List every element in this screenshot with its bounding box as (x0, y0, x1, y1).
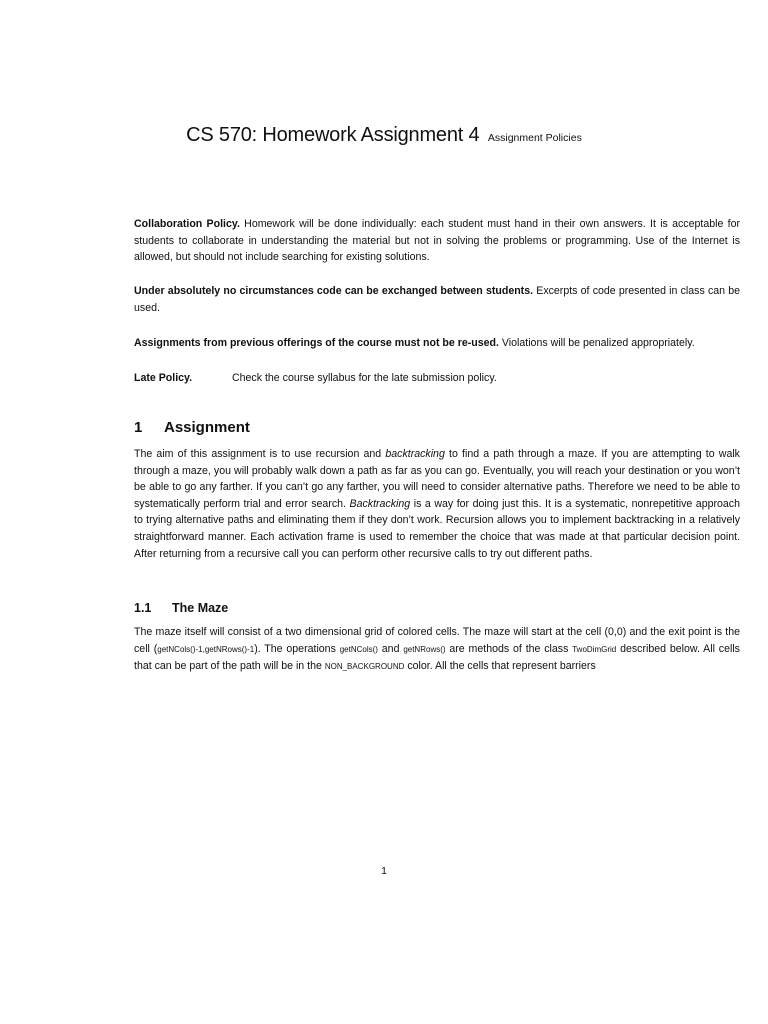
maze-text-3: and (377, 642, 404, 655)
late-policy-label: Late Policy. (134, 372, 193, 384)
assignment-emphasis-1: backtracking (385, 448, 445, 460)
section-title: Assignment (164, 419, 250, 436)
late-policy-text: Check the course syllabus for the late submission policy. (232, 372, 497, 384)
maze-text-6: color. All the cells that represent barriers (404, 660, 596, 673)
collaboration-policy-paragraph (134, 216, 740, 266)
collaboration-policy-text: Homework will be done individually: each student must hand in their own answers. It is acceptable for students to collaborate in understanding the material but not in solving the problems or programming. Use of the Internet is allowed, but should not include searching for existing solutions. (134, 218, 740, 264)
maze-code-getnrows: getNRows() (403, 644, 446, 654)
maze-text-5: described below. All cells that can be part of the path will be in the (134, 642, 740, 673)
maze-code-getncols: getNCols() (339, 644, 378, 654)
maze-code-exit-cell: getNCols()-1,getNRows()-1 (157, 644, 255, 654)
assignment-text-2: to find a path through a maze. If you are attempting to walk through a maze, you will probably walk down a path as far as you can go. Eventually, you will reach your destination or you won’t be able to go any farther. If you can’t go any farther, you will need to consider alternative paths. Therefore we need to be able to systematically perform trial and error search. (134, 448, 740, 510)
maze-code-non-background: NON_BACKGROUND (324, 662, 405, 672)
section-heading-assignment (134, 419, 250, 436)
section-number: 1 (134, 419, 143, 436)
subsection-title: The Maze (172, 601, 229, 615)
collaboration-policy-label: Collaboration Policy. (134, 218, 240, 230)
maze-code-twodimgrid: TwoDimGrid (572, 644, 617, 654)
subsection-number: 1.1 (134, 601, 152, 615)
assignment-paragraph (134, 446, 740, 562)
page-number: 1 (381, 865, 387, 877)
code-exchange-text: Excerpts of code presented in class can be used. (134, 285, 740, 314)
document-title (0, 124, 768, 147)
maze-text-4: are methods of the class (445, 642, 573, 655)
reuse-policy-paragraph (134, 335, 740, 352)
assignment-emphasis-2: Backtracking (349, 497, 411, 510)
assignment-text-1: The aim of this assignment is to use recursion and (134, 448, 386, 460)
maze-text-2: ). The operations (254, 642, 340, 655)
maze-text-1: The maze itself will consist of a two dimensional grid of colored cells. The maze will start at the cell (0,0) and the exit point is the cell ( (134, 626, 740, 655)
reuse-policy-text: Violations will be penalized appropriately. (498, 337, 695, 349)
title-subtitle: Assignment Policies (487, 132, 582, 144)
reuse-policy-label: Assignments from previous offerings of the course must not be re-used. (134, 337, 499, 349)
maze-paragraph (134, 624, 740, 676)
late-policy-paragraph (134, 370, 740, 387)
title-main: CS 570: Homework Assignment 4 (186, 124, 480, 146)
code-exchange-paragraph (134, 283, 740, 316)
code-exchange-label: Under absolutely no circumstances code can be exchanged between students. (134, 285, 534, 297)
assignment-text-3: is a way for doing just this. It is a systematic, nonrepetitive approach to trying alternative paths and eliminating them if they don’t work. Recursion allows you to implement backtracking in a relatively straightforward manner. Each activation frame is used to remember the choice that was made at that particular decision point. After returning from a recursive call you can perform other recursive calls to try out different paths. (134, 497, 740, 560)
subsection-heading-the-maze (134, 601, 228, 615)
